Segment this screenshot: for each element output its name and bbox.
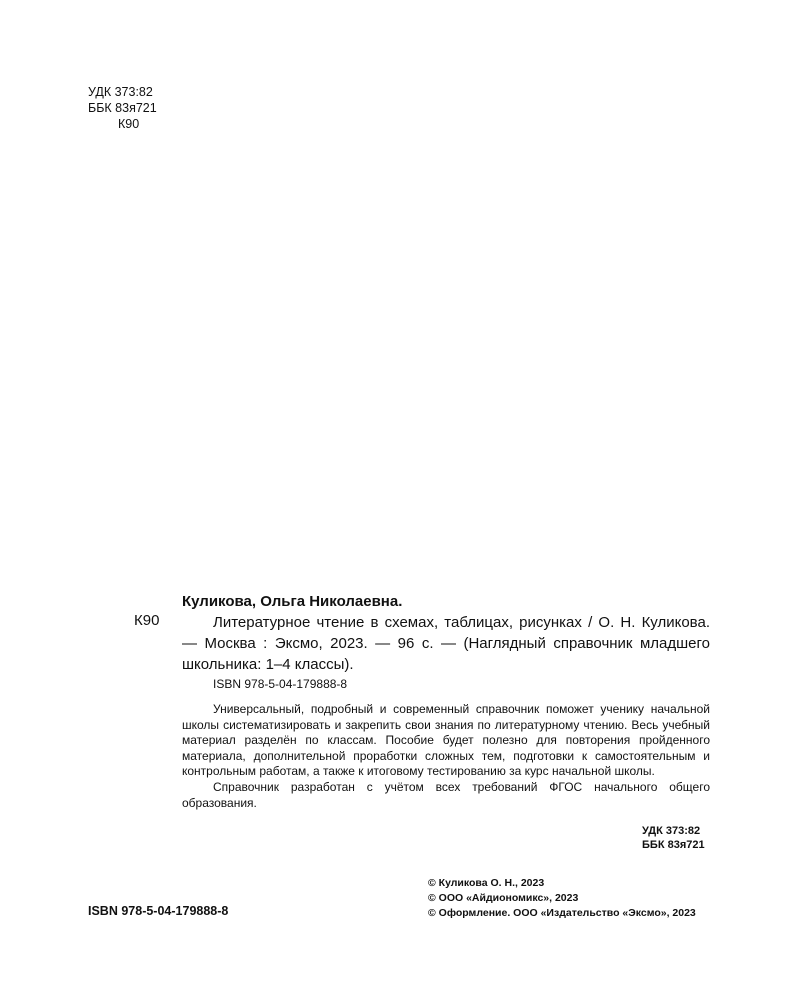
author-mark: К90 bbox=[118, 117, 140, 131]
author-mark-side: К90 bbox=[134, 612, 160, 629]
isbn-bottom: ISBN 978-5-04-179888-8 bbox=[88, 904, 229, 918]
bbk-code-bottom: ББК 83я721 bbox=[642, 839, 705, 851]
copyright-line: © Оформление. ООО «Издательство «Эксмо», 2023 bbox=[428, 907, 696, 919]
classification-codes-top bbox=[88, 84, 157, 132]
isbn-inline: ISBN 978-5-04-179888-8 bbox=[213, 677, 348, 691]
copyright-line: © Куликова О. Н., 2023 bbox=[428, 877, 545, 889]
annotation-paragraph: Универсальный, подробный и современный справочник поможет ученику начальной школы систематизировать и закрепить свои знания по литературному чтению. Весь учебный материал разделён по классам. Пособие будет полезно для повторения пройденного материала, дополнительной проработки сложных тем, подготовки к самостоятельным и контрольным работам, а также к итоговому тестированию за курс начальной школы. bbox=[182, 702, 710, 779]
classification-codes-bottom bbox=[642, 824, 705, 852]
udk-code-bottom: УДК 373:82 bbox=[642, 825, 701, 837]
annotation bbox=[182, 702, 710, 811]
annotation-paragraph: Справочник разработан с учётом всех требований ФГОС начального общего образования. bbox=[182, 779, 710, 810]
udk-code: УДК 373:82 bbox=[88, 85, 153, 99]
copyright-line: © ООО «Айдиономикс», 2023 bbox=[428, 892, 579, 904]
bbk-code: ББК 83я721 bbox=[88, 101, 157, 115]
bibliographic-description: Литературное чтение в схемах, таблицах, рисунках / О. Н. Куликова. — Москва : Эксмо, 2023. — 96 с. — (Наглядный справочник младшего школьника: 1–4 классы). bbox=[182, 614, 710, 673]
author-heading: Куликова, Ольга Николаевна. bbox=[182, 593, 403, 610]
copyright-block bbox=[428, 876, 696, 921]
